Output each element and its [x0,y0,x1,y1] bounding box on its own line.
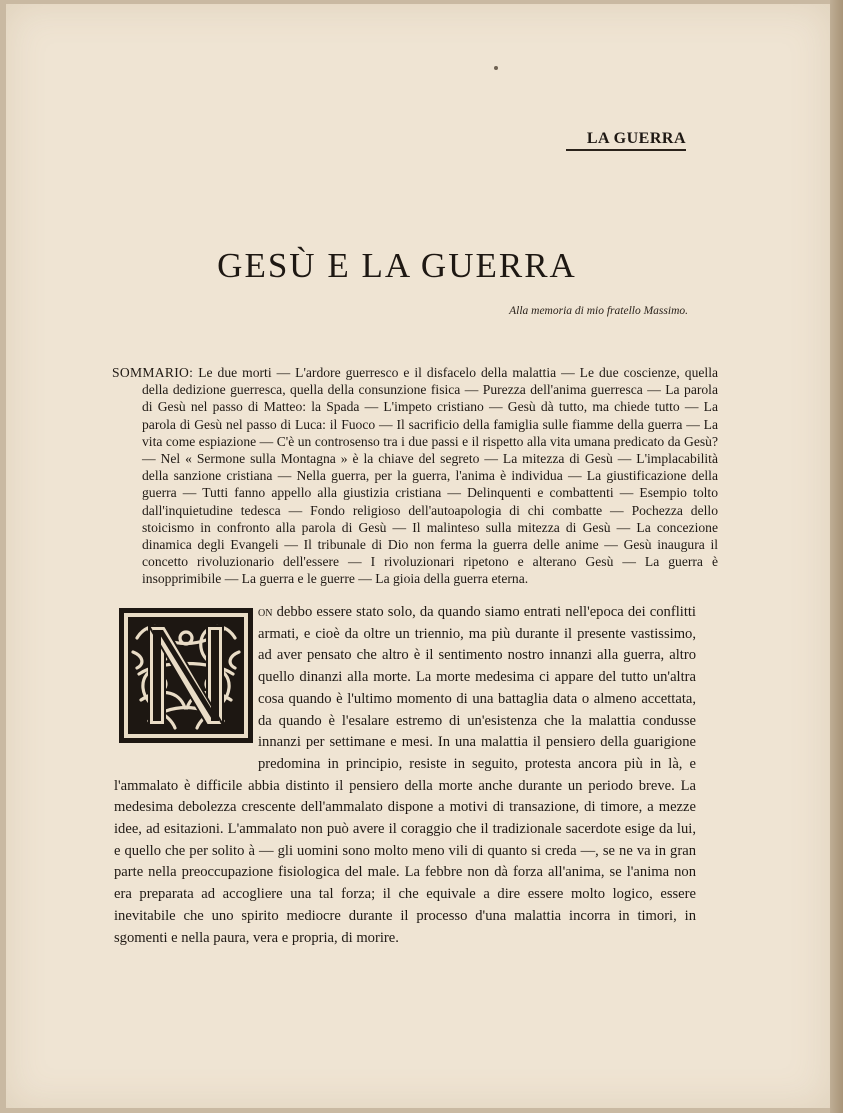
body-paragraph [114,602,696,949]
dedication: Alla memoria di mio fratello Massimo. [509,305,688,317]
summary-text: Le due morti — L'ardore guerresco e il disfacelo della malattia — Le due coscienze, quella della dedizione guerresca, quella della consunzione fisica — Purezza dell'anima guerresca — La parola di Gesù nel passo di Matteo: la Spada — L'impeto cristiano — Gesù dà tutto, ma chiede tutto — La parola di Gesù nel passo di Luca: il Fuoco — Il sacrificio della famiglia sulle fiamme della guerra — La vita come espiazione — C'è un controsenso tra i due passi e il rispetto alla vita umana predicato da Gesù? — Nel « Sermone sulla Montagna » è la chiave del segreto — La mitezza di Gesù — L'implacabilità della sanzione cristiana — Nella guerra, per la guerra, l'anima è individua — La giustificazione della guerra — Tutti fanno appello alla giustizia cristiana — Delinquenti e combattenti — Esempio tolto dall'inquietudine tedesca — Fondo religioso dell'autoapologia di chi combatte — Pochezza dello stoicismo in confronto alla parola di Gesù — Il malinteso sulla mitezza di Gesù — La concezione dinamica degli Evangeli — Il tribunale di Dio non ferma la guerra delle anime — Gesù inaugura il concetto rivoluzionario dell'essere — I rivoluzionari ripetono e alterano Gesù — La guerra è insopprimibile — La guerra e le guerre — La gioia della guerra eterna. [142,365,719,587]
summary-label: SOMMARIO: [112,365,194,380]
dropcap-space [114,602,258,754]
book-page [6,4,830,1108]
page-title: GESÙ E LA GUERRA [217,246,577,285]
summary-paragraph [112,364,718,588]
running-head: LA GUERRA [566,130,686,151]
first-word-rest: on [258,604,273,620]
page-edge [830,0,843,1113]
body-text: debbo essere stato solo, da quando siamo entrati nell'epoca dei conflitti armati, e cioè da oltre un triennio, ma più durante il presente vastissimo, ad aver pensato che altro è il sentimento nostro innanzi alla guerra, altro quello dinanzi alla morte. La morte medesima ci appare del tutto un'altra cosa quando è l'ultimo momento di una battaglia data o almeno accettata, da quando è l'esalare estremo di un'esistenza che la malattia condusse innanzi per settimane e mesi. In una malattia il pensiero della guarigione predomina in principio, resiste in seguito, protesta ancora più in là, e l'ammalato è difficile abbia distinto il pensiero della morte anche durante un periodo breve. La medesima debolezza crescente dell'ammalato dispone a motivi di transazione, di timore, a mezze idee, ad esitazioni. L'ammalato non può avere il coraggio che il tradizionale sacerdote esige da lui, e quello che per solito à — gli uomini sono molto meno vili di quanto si creda —, se ne va in gran parte nella preoccupazione fisiologica del male. La febbre non dà forza all'anima, se l'anima non era preparata ad accogliere una tal forza; il che equivale a dire essere molto logico, essere inevitabile che uno spirito mediocre durante il processo d'una malattia incorra in timori, in sgomenti e nella paura, vera e propria, di morire. [114,604,696,946]
ink-speck [494,66,498,70]
